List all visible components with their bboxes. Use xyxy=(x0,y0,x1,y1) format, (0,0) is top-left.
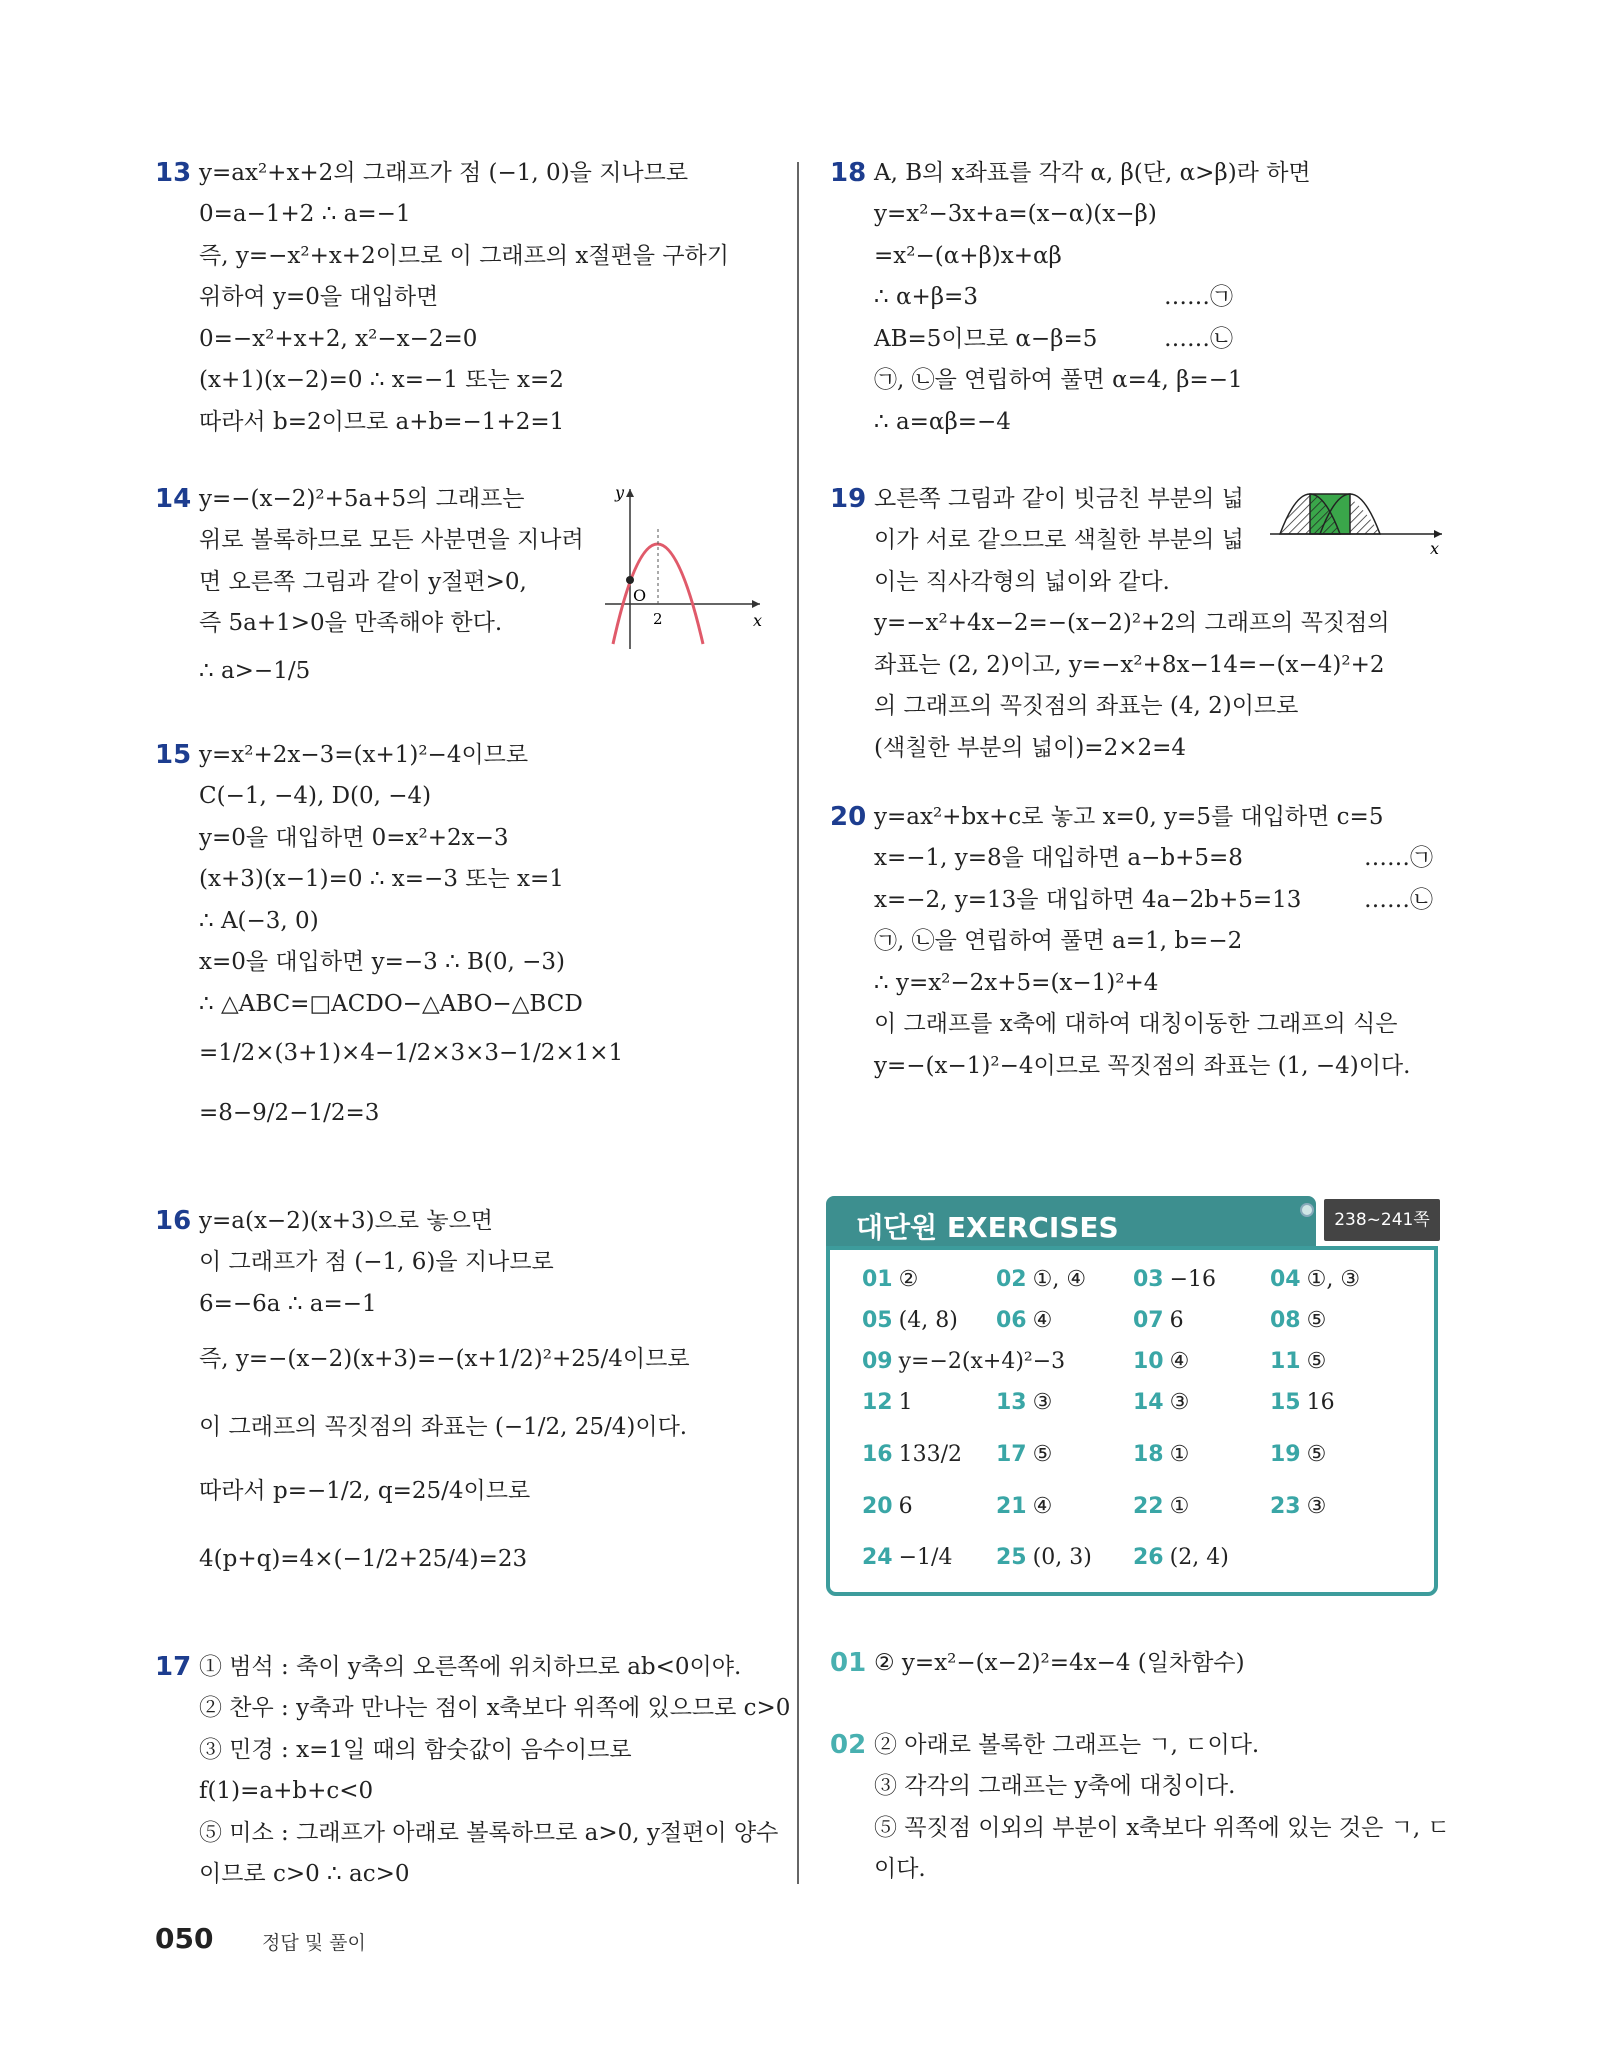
exercise-answer xyxy=(1133,1545,1229,1570)
answer-value: ③ xyxy=(1169,1390,1190,1415)
text-line: =x²−(α+β)x+αβ xyxy=(874,243,1062,269)
exercise-answer xyxy=(862,1494,913,1519)
answer-value: (4, 8) xyxy=(898,1308,958,1333)
tick-label: 2 xyxy=(653,610,663,628)
exercises-title: 대단원 EXERCISES xyxy=(856,1211,1119,1244)
column-divider xyxy=(797,162,799,1884)
text-line: 이다. xyxy=(874,1856,926,1882)
answer-key: 12 xyxy=(862,1390,893,1415)
origin-label: O xyxy=(633,586,647,605)
answer-key: 15 xyxy=(1270,1390,1301,1415)
answer-key: 02 xyxy=(996,1267,1027,1292)
exercise-answer xyxy=(996,1390,1052,1415)
exercise-answer xyxy=(1270,1442,1326,1467)
exercise-answer xyxy=(1133,1349,1189,1374)
exercise-answer xyxy=(862,1442,962,1467)
text-line: 이 그래프가 점 (−1, 6)을 지나므로 xyxy=(199,1249,554,1275)
problem-number: 20 xyxy=(830,802,867,832)
answer-value: y=−2(x+4)²−3 xyxy=(898,1349,1066,1374)
problem-number: 19 xyxy=(830,484,867,514)
text-line: A, B의 x좌표를 각각 α, β(단, α>β)라 하면 xyxy=(874,160,1311,186)
exercise-answer xyxy=(1270,1390,1335,1415)
text-line: (색칠한 부분의 넓이)=2×2=4 xyxy=(874,735,1187,761)
answer-value: ① xyxy=(1169,1494,1190,1519)
page-number: 050 xyxy=(155,1922,214,1955)
text-line: 이 그래프를 x축에 대하여 대칭이동한 그래프의 식은 xyxy=(874,1011,1398,1037)
answer-value: −1/4 xyxy=(898,1545,953,1570)
equation-mark: ……㉠ xyxy=(1164,284,1233,310)
exercise-answer xyxy=(862,1390,913,1415)
exercises-header xyxy=(826,1196,1316,1246)
text-line: ㉠, ㉡을 연립하여 풀면 a=1, b=−2 xyxy=(874,928,1243,954)
text-line: ∴ a>−1/5 xyxy=(199,658,311,684)
answer-value: (2, 4) xyxy=(1169,1545,1229,1570)
text-line: 이므로 c>0 ∴ ac>0 xyxy=(199,1861,410,1887)
text-line: ① 범석 : 축이 y축의 오른쪽에 위치하므로 ab<0이야. xyxy=(199,1654,742,1680)
answer-key: 10 xyxy=(1133,1349,1164,1374)
text-line xyxy=(874,843,1433,873)
exercise-answer xyxy=(862,1545,952,1570)
exercise-answer xyxy=(1133,1442,1189,1467)
answer-key: 21 xyxy=(996,1494,1027,1519)
answer-value: 133/2 xyxy=(898,1442,963,1467)
text-line: 즉, y=−(x−2)(x+3)=−(x+1/2)²+25/4이므로 xyxy=(199,1346,690,1372)
answer-key: 07 xyxy=(1133,1308,1164,1333)
exercises-page-range: 238~241쪽 xyxy=(1324,1199,1440,1241)
answer-value: ① xyxy=(1169,1442,1190,1467)
x-label: x xyxy=(1430,539,1440,558)
text-line: ∴ a=αβ=−4 xyxy=(874,409,1011,435)
text-line: ∴ y=x²−2x+5=(x−1)²+4 xyxy=(874,970,1159,996)
answer-value: ⑤ xyxy=(1032,1442,1053,1467)
text-line: C(−1, −4), D(0, −4) xyxy=(199,783,432,809)
text-line: 0=a−1+2 ∴ a=−1 xyxy=(199,201,411,227)
text-line: ③ 민경 : x=1일 때의 함숫값이 음수이므로 xyxy=(199,1737,632,1763)
equation-mark: ……㉡ xyxy=(1164,326,1233,352)
text-line: =1/2×(3+1)×4−1/2×3×3−1/2×1×1 xyxy=(199,1040,624,1066)
text-line: y=x²+2x−3=(x+1)²−4이므로 xyxy=(199,742,529,768)
answer-number: 02 xyxy=(830,1730,867,1760)
answer-key: 26 xyxy=(1133,1545,1164,1570)
answer-number: 01 xyxy=(830,1648,867,1678)
answer-value: 16 xyxy=(1306,1390,1335,1415)
problem-number: 17 xyxy=(155,1652,192,1682)
parabola-graph xyxy=(595,484,765,654)
y-label: y xyxy=(615,484,625,502)
text-line: 좌표는 (2, 2)이고, y=−x²+8x−14=−(x−4)²+2 xyxy=(874,652,1385,678)
text-line: 의 그래프의 꼭짓점의 좌표는 (4, 2)이므로 xyxy=(874,693,1299,719)
text-line: 면 오른쪽 그림과 같이 y절편>0, xyxy=(199,569,527,595)
text-line: ② y=x²−(x−2)²=4x−4 (일차함수) xyxy=(874,1650,1245,1676)
text-line: y=ax²+bx+c로 놓고 x=0, y=5를 대입하면 c=5 xyxy=(874,804,1384,830)
answer-key: 11 xyxy=(1270,1349,1301,1374)
answer-key: 03 xyxy=(1133,1267,1164,1292)
problem-number: 18 xyxy=(830,158,867,188)
answer-value: −16 xyxy=(1169,1267,1217,1292)
text-line: (x+3)(x−1)=0 ∴ x=−3 또는 x=1 xyxy=(199,866,564,892)
text-line: 이 그래프의 꼭짓점의 좌표는 (−1/2, 25/4)이다. xyxy=(199,1414,688,1440)
answer-value: ④ xyxy=(1032,1494,1053,1519)
text-line: y=−x²+4x−2=−(x−2)²+2의 그래프의 꼭짓점의 xyxy=(874,610,1390,636)
text-line: 4(p+q)=4×(−1/2+25/4)=23 xyxy=(199,1546,528,1572)
text-line: y=a(x−2)(x+3)으로 놓으면 xyxy=(199,1208,494,1234)
text-line: y=−(x−2)²+5a+5의 그래프는 xyxy=(199,486,525,512)
answer-value: ①, ④ xyxy=(1032,1267,1087,1292)
answer-key: 01 xyxy=(862,1267,893,1292)
x-axis-arrow xyxy=(752,600,760,608)
text-line: 위로 볼록하므로 모든 사분면을 지나려 xyxy=(199,527,584,553)
shaded-region-graph xyxy=(1270,484,1450,559)
problem-number: 15 xyxy=(155,740,192,770)
exercise-answer xyxy=(996,1442,1052,1467)
footer-label: 정답 및 풀이 xyxy=(262,1932,366,1954)
answer-key: 06 xyxy=(996,1308,1027,1333)
answer-key: 22 xyxy=(1133,1494,1164,1519)
answer-value: 6 xyxy=(898,1494,913,1519)
answer-value: 1 xyxy=(898,1390,913,1415)
problem-number: 13 xyxy=(155,158,192,188)
answer-key: 13 xyxy=(996,1390,1027,1415)
exercise-answer xyxy=(1133,1308,1184,1333)
answer-key: 05 xyxy=(862,1308,893,1333)
answer-value: 6 xyxy=(1169,1308,1184,1333)
answer-key: 09 xyxy=(862,1349,893,1374)
text-line: 즉, y=−x²+x+2이므로 이 그래프의 x절편을 구하기 xyxy=(199,243,729,269)
exercise-answer xyxy=(1270,1267,1360,1292)
text-line: 이는 직사각형의 넓이와 같다. xyxy=(874,569,1170,595)
text-line: 따라서 p=−1/2, q=25/4이므로 xyxy=(199,1478,531,1504)
answer-value: ⑤ xyxy=(1306,1349,1327,1374)
text-line: ② 아래로 볼록한 그래프는 ㄱ, ㄷ이다. xyxy=(874,1732,1260,1758)
exercise-answer xyxy=(862,1308,958,1333)
text-line: ② 찬우 : y축과 만나는 점이 x축보다 위쪽에 있으므로 c>0 xyxy=(199,1695,791,1721)
text-line: 이가 서로 같으므로 색칠한 부분의 넓 xyxy=(874,527,1244,553)
exercise-answer xyxy=(862,1267,918,1292)
answer-value: ③ xyxy=(1032,1390,1053,1415)
text-line: ③ 각각의 그래프는 y축에 대칭이다. xyxy=(874,1773,1236,1799)
answer-value: ④ xyxy=(1169,1349,1190,1374)
answer-value: ⑤ xyxy=(1306,1442,1327,1467)
answer-key: 17 xyxy=(996,1442,1027,1467)
text-line: 위하여 y=0을 대입하면 xyxy=(199,284,439,310)
answer-value: ② xyxy=(898,1267,919,1292)
text-line: 오른쪽 그림과 같이 빗금친 부분의 넓 xyxy=(874,486,1244,512)
answer-key: 04 xyxy=(1270,1267,1301,1292)
exercises-answer-box xyxy=(826,1246,1438,1596)
text-line: =8−9/2−1/2=3 xyxy=(199,1100,380,1126)
text-line: 0=−x²+x+2, x²−x−2=0 xyxy=(199,326,478,352)
x-label: x xyxy=(753,611,763,630)
exercise-answer xyxy=(1133,1390,1189,1415)
answer-key: 25 xyxy=(996,1545,1027,1570)
exercise-answer xyxy=(1270,1349,1326,1374)
answer-key: 08 xyxy=(1270,1308,1301,1333)
connector-dot-icon xyxy=(1300,1203,1314,1217)
exercise-answer xyxy=(1133,1494,1189,1519)
text-line: (x+1)(x−2)=0 ∴ x=−1 또는 x=2 xyxy=(199,367,564,393)
text-line: ㉠, ㉡을 연립하여 풀면 α=4, β=−1 xyxy=(874,367,1243,393)
text-line: y=ax²+x+2의 그래프가 점 (−1, 0)을 지나므로 xyxy=(199,160,689,186)
answer-value: ④ xyxy=(1032,1308,1053,1333)
problem-number: 16 xyxy=(155,1206,192,1236)
text-line: y=0을 대입하면 0=x²+2x−3 xyxy=(199,825,509,851)
answer-value: ⑤ xyxy=(1306,1308,1327,1333)
equation-mark: ……㉠ xyxy=(1364,845,1433,871)
exercise-answer xyxy=(996,1267,1086,1292)
answer-key: 23 xyxy=(1270,1494,1301,1519)
answer-value: ③ xyxy=(1306,1494,1327,1519)
text-line xyxy=(874,324,1233,354)
text-line: y=−(x−1)²−4이므로 꼭짓점의 좌표는 (1, −4)이다. xyxy=(874,1053,1411,1079)
answer-key: 24 xyxy=(862,1545,893,1570)
answer-value: (0, 3) xyxy=(1032,1545,1092,1570)
exercise-answer xyxy=(996,1308,1052,1333)
text-line: 즉 5a+1>0을 만족해야 한다. xyxy=(199,610,503,636)
problem-number: 14 xyxy=(155,484,192,514)
text-line: ⑤ 미소 : 그래프가 아래로 볼록하므로 a>0, y절편이 양수 xyxy=(199,1820,779,1846)
answer-key: 14 xyxy=(1133,1390,1164,1415)
equation: x=−1, y=8을 대입하면 a−b+5=8 xyxy=(874,845,1243,871)
equation-mark: ……㉡ xyxy=(1364,887,1433,913)
answer-key: 18 xyxy=(1133,1442,1164,1467)
text-line: ∴ A(−3, 0) xyxy=(199,908,319,934)
y-axis-arrow xyxy=(626,489,634,497)
y-intercept-point xyxy=(626,576,634,584)
text-line: y=x²−3x+a=(x−α)(x−β) xyxy=(874,201,1157,227)
text-line xyxy=(874,885,1433,915)
text-line xyxy=(874,282,1233,312)
answer-value: ①, ③ xyxy=(1306,1267,1361,1292)
answer-key: 20 xyxy=(862,1494,893,1519)
text-line: x=0을 대입하면 y=−3 ∴ B(0, −3) xyxy=(199,949,566,975)
answer-key: 16 xyxy=(862,1442,893,1467)
exercise-answer xyxy=(996,1494,1052,1519)
text-line: 따라서 b=2이므로 a+b=−1+2=1 xyxy=(199,409,565,435)
text-line: f(1)=a+b+c<0 xyxy=(199,1778,374,1804)
exercise-answer xyxy=(1270,1308,1326,1333)
equation: AB=5이므로 α−β=5 xyxy=(874,326,1098,352)
exercise-answer xyxy=(862,1349,1065,1374)
text-line: ∴ △ABC=□ACDO−△ABO−△BCD xyxy=(199,991,583,1017)
text-line: 6=−6a ∴ a=−1 xyxy=(199,1291,377,1317)
text-line: ⑤ 꼭짓점 이외의 부분이 x축보다 위쪽에 있는 것은 ㄱ, ㄷ xyxy=(874,1815,1450,1841)
exercise-answer xyxy=(1270,1494,1326,1519)
answer-key: 19 xyxy=(1270,1442,1301,1467)
equation: ∴ α+β=3 xyxy=(874,284,978,310)
x-axis-arrow xyxy=(1434,530,1442,538)
exercise-answer xyxy=(1133,1267,1216,1292)
equation: x=−2, y=13을 대입하면 4a−2b+5=13 xyxy=(874,887,1302,913)
exercise-answer xyxy=(996,1545,1092,1570)
